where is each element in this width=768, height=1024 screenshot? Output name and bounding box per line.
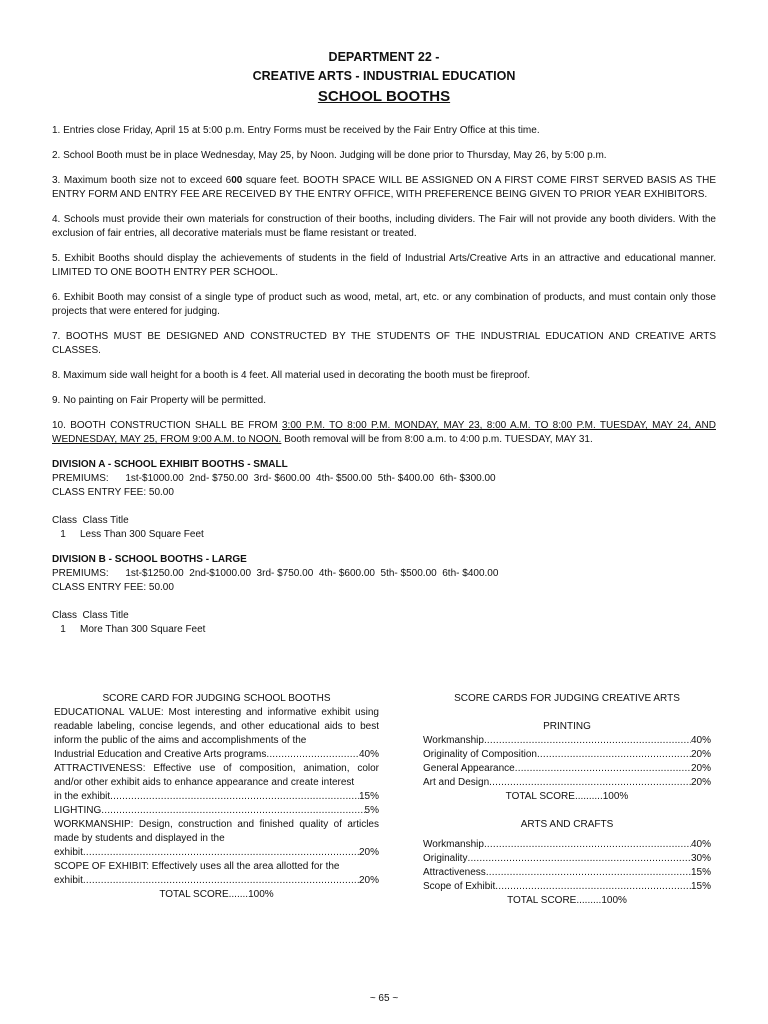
printing-item: Workmanship ..... 40% bbox=[423, 734, 711, 748]
arts-crafts-title: ARTS AND CRAFTS bbox=[520, 819, 614, 830]
educational-value-row: Industrial Education and Creative Arts programs ..... 40% bbox=[54, 748, 379, 762]
arts-crafts-item: Workmanship ..... 40% bbox=[423, 838, 711, 852]
printing-title: PRINTING bbox=[543, 721, 591, 732]
score-card-creative-arts bbox=[423, 692, 711, 908]
educational-value-text: EDUCATIONAL VALUE: Most interesting and informative exhibit using readable labeling, concise legends, and other educational aids to best inform the public of the aims and accomplishments of the bbox=[54, 707, 379, 746]
department-subheading: CREATIVE ARTS - INDUSTRIAL EDUCATION bbox=[252, 69, 516, 83]
rule-4: 4. Schools must provide their own materials for construction of their booths, including dividers. The Fair will not provide any booth dividers. With the exclusion of fair entries, all decorative materials must be flame resistant or treated. bbox=[52, 214, 716, 239]
division-b-class-row: 1 More Than 300 Square Feet bbox=[60, 624, 206, 635]
arts-crafts-item: Originality ..... 30% bbox=[423, 852, 711, 866]
document-page bbox=[52, 48, 716, 637]
score-card-booths-title: SCORE CARD FOR JUDGING SCHOOL BOOTHS bbox=[102, 693, 331, 704]
division-a bbox=[52, 458, 716, 542]
division-a-class-row: 1 Less Than 300 Square Feet bbox=[60, 529, 204, 540]
workmanship-row: exhibit ..... 20% bbox=[54, 846, 379, 860]
division-a-fee: CLASS ENTRY FEE: 50.00 bbox=[52, 487, 174, 498]
page-title: SCHOOL BOOTHS bbox=[317, 88, 451, 105]
attractiveness-row: in the exhibit ..... 15% bbox=[54, 790, 379, 804]
printing-total-score: TOTAL SCORE..........100% bbox=[505, 791, 629, 802]
rule-1: 1. Entries close Friday, April 15 at 5:00 p.m. Entry Forms must be received by the Fair Entry Office at this time. bbox=[52, 125, 540, 136]
page-number: ~ 65 ~ bbox=[369, 993, 399, 1004]
lighting-row: LIGHTING ..... 5% bbox=[54, 804, 379, 818]
rule-7: 7. BOOTHS MUST BE DESIGNED AND CONSTRUCTED BY THE STUDENTS OF THE INDUSTRIAL EDUCATION AND CREATIVE ARTS CLASSES. bbox=[52, 331, 716, 356]
rule-9: 9. No painting on Fair Property will be permitted. bbox=[52, 395, 266, 406]
department-heading: DEPARTMENT 22 - bbox=[328, 50, 440, 64]
arts-crafts-item: Scope of Exhibit ..... 15% bbox=[423, 880, 711, 894]
rule-5: 5. Exhibit Booths should display the achievements of students in the field of Industrial Arts/Creative Arts in an attractive and educational manner. LIMITED TO ONE BOOTH ENTRY PER SCHOOL. bbox=[52, 253, 716, 278]
division-a-premiums: PREMIUMS: 1st-$1000.00 2nd- $750.00 3rd- $600.00 4th- $500.00 5th- $400.00 6th- $300.00 bbox=[52, 473, 496, 484]
printing-item: Originality of Composition ..... 20% bbox=[423, 748, 711, 762]
division-b-title: DIVISION B - SCHOOL BOOTHS - LARGE bbox=[52, 554, 247, 565]
printing-item: Art and Design ..... 20% bbox=[423, 776, 711, 790]
division-b-fee: CLASS ENTRY FEE: 50.00 bbox=[52, 582, 174, 593]
rule-6: 6. Exhibit Booth may consist of a single type of product such as wood, metal, art, etc. or any combination of products, and must contain only those projects that were entered for judging. bbox=[52, 292, 716, 317]
arts-crafts-list bbox=[423, 838, 711, 894]
booths-total-score: TOTAL SCORE.......100% bbox=[159, 889, 274, 900]
arts-crafts-total-score: TOTAL SCORE.........100% bbox=[507, 895, 627, 906]
division-b bbox=[52, 553, 716, 637]
rule-2: 2. School Booth must be in place Wednesday, May 25, by Noon. Judging will be done prior to Thursday, May 26, by 5:00 p.m. bbox=[52, 150, 607, 161]
arts-crafts-item: Attractiveness ..... 15% bbox=[423, 866, 711, 880]
division-b-class-header: Class Class Title bbox=[52, 610, 129, 621]
workmanship-text: WORKMANSHIP: Design, construction and finished quality of articles made by students and displayed in the bbox=[54, 819, 379, 844]
division-a-class-header: Class Class Title bbox=[52, 515, 129, 526]
rule-3: 3. Maximum booth size not to exceed 600 square feet. BOOTH SPACE WILL BE ASSIGNED ON A FIRST COME FIRST SERVED BASIS AS THE ENTRY FORM AND ENTRY FEE ARE RECEIVED BY THE ENTRY OFFICE, WITH PREFERENCE BEING GIVEN TO PRIOR YEAR EXHIBITORS. bbox=[52, 175, 716, 200]
division-b-premiums: PREMIUMS: 1st-$1250.00 2nd-$1000.00 3rd- $750.00 4th- $600.00 5th- $500.00 6th- $400.00 bbox=[52, 568, 499, 579]
scope-text: SCOPE OF EXHIBIT: Effectively uses all the area allotted for the bbox=[54, 861, 340, 872]
score-card-arts-title: SCORE CARDS FOR JUDGING CREATIVE ARTS bbox=[454, 693, 680, 704]
printing-list bbox=[423, 734, 711, 790]
rule-8: 8. Maximum side wall height for a booth is 4 feet. All material used in decorating the booth must be fireproof. bbox=[52, 370, 531, 381]
printing-item: General Appearance ..... 20% bbox=[423, 762, 711, 776]
division-a-title: DIVISION A - SCHOOL EXHIBIT BOOTHS - SMALL bbox=[52, 459, 288, 470]
scope-row: exhibit ..... 20% bbox=[54, 874, 379, 888]
score-card-school-booths bbox=[54, 692, 379, 902]
rule-10: 10. BOOTH CONSTRUCTION SHALL BE FROM 3:00 P.M. TO 8:00 P.M. MONDAY, MAY 23, 8:00 A.M. TO 8:00 P.M. TUESDAY, MAY 24, AND WEDNESDAY, MAY 25, FROM 9:00 A.M. to NOON. Booth removal will be from 8:00 a.m. to 4:00 p.m. TUESDAY, MAY 31. bbox=[52, 420, 716, 445]
attractiveness-text: ATTRACTIVENESS: Effective use of composition, animation, color and/or other exhibit aids to enhance appearance and create interest bbox=[54, 763, 379, 788]
